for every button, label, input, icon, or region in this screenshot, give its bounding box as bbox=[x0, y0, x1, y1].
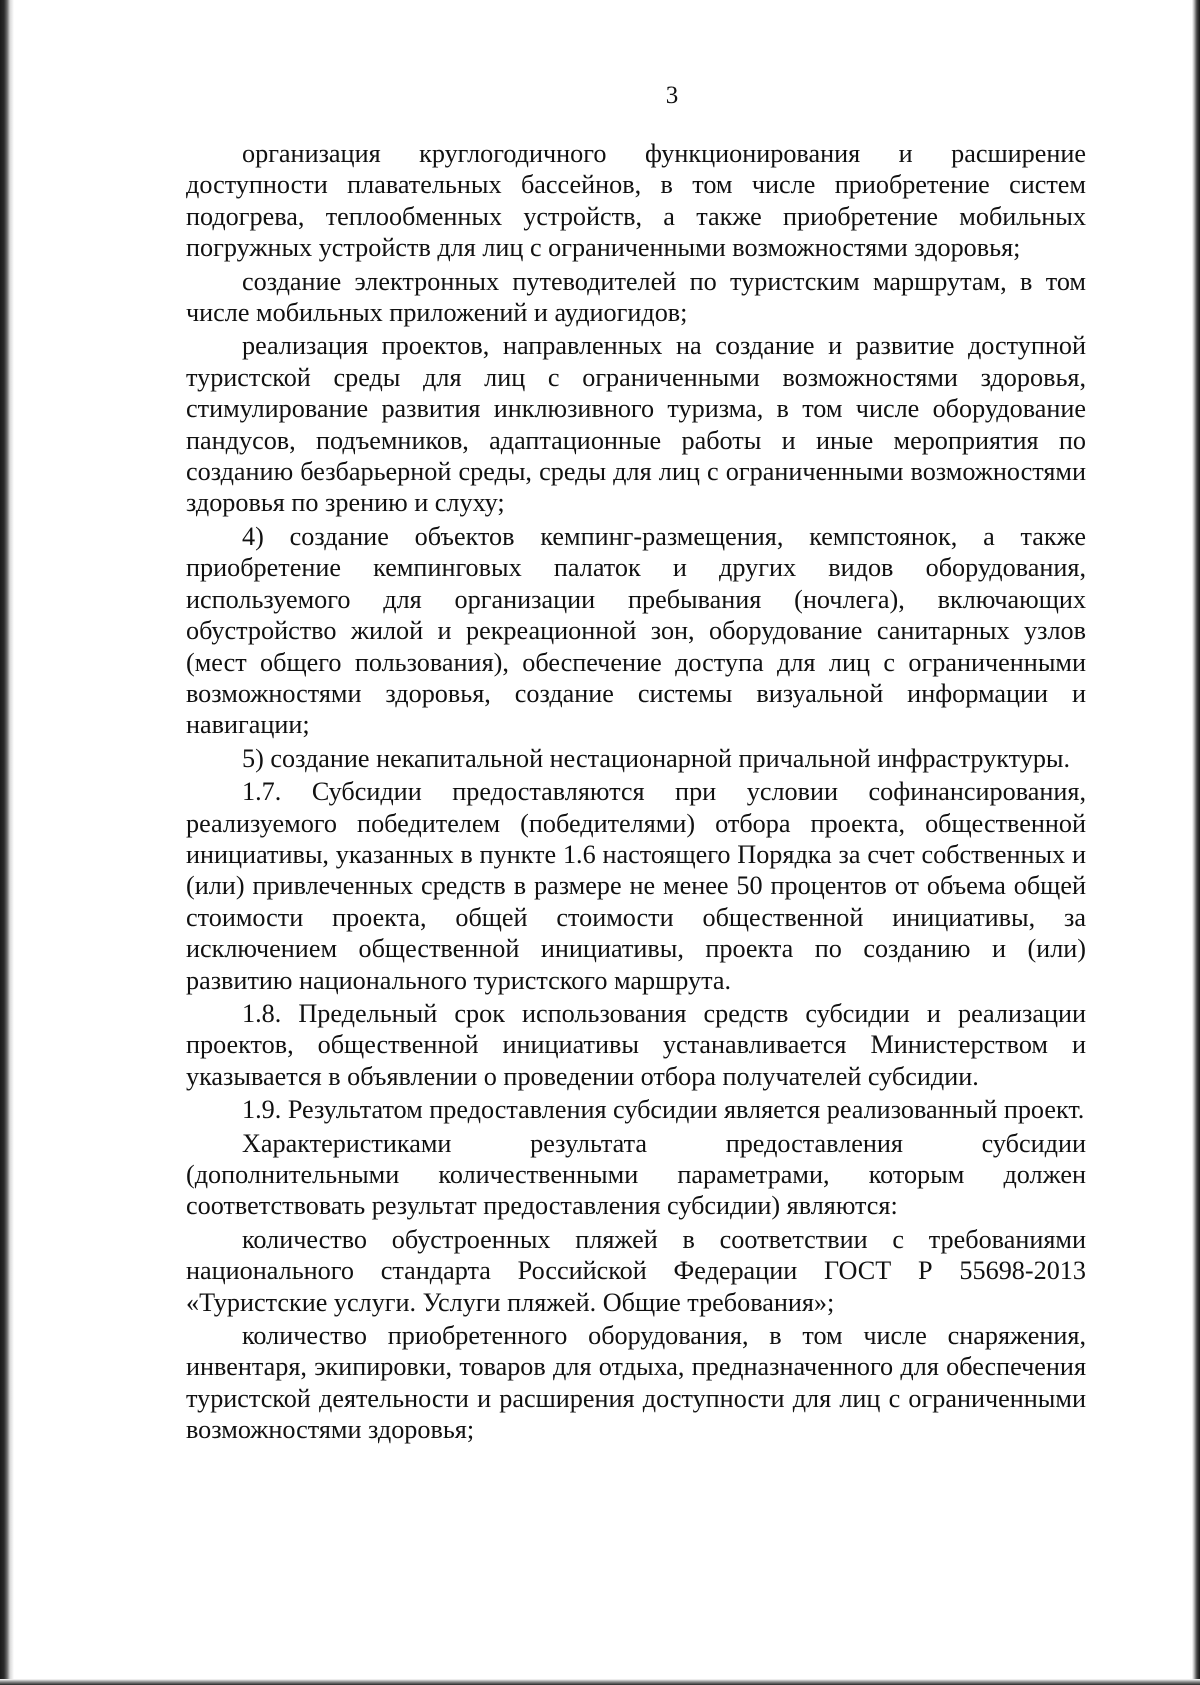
paragraph-1-9-result: 1.9. Результатом предоставления субсидии является реализованный проект. bbox=[242, 1095, 1085, 1125]
document-body bbox=[186, 138, 1086, 1448]
paragraph-accessible-environment: реализация проектов, направленных на создание и развитие доступной туристской среды для лиц с ограниченными возможностями здоровья, стимулирование развития инклюзивного туризма, в том числе оборудование пандусов, подъемников, адаптационные работы и иные мероприятия по созданию безбарьерной среды, среды для лиц с ограниченными возможностями здоровья по зрению и слуху; bbox=[186, 331, 1086, 518]
paragraph-1-7-cofinancing: 1.7. Субсидии предоставляются при условии софинансирования, реализуемого победителем (победителями) отбора проекта, общественной инициативы, указанных в пункте 1.6 настоящего Порядка за счет собственных и (или) привлеченных средств в размере не менее 50 процентов от объема общей стоимости проекта, общей стоимости общественной инициативы, за исключением общественной инициативы, проекта по созданию и (или) развитию национального туристского маршрута. bbox=[186, 777, 1086, 995]
paragraph-pools: организация круглогодичного функционирования и расширение доступности плавательных бассейнов, в том числе приобретение систем подогрева, теплообменных устройств, а также приобретение мобильных погружных устройств для лиц с ограниченными возможностями здоровья; bbox=[186, 139, 1086, 263]
paragraph-guides: создание электронных путеводителей по туристским маршрутам, в том числе мобильных приложений и аудиогидов; bbox=[186, 266, 1086, 328]
paragraph-item-5-moorage: 5) создание некапитальной нестационарной причальной инфраструктуры. bbox=[242, 743, 1071, 773]
scan-edge-right bbox=[1192, 0, 1200, 1685]
paragraph-result-characteristics: Характеристиками результата предоставления субсидии (дополнительными количественными параметрами, которым должен соответствовать результат предоставления субсидии) являются: bbox=[186, 1128, 1086, 1221]
scan-edge-left bbox=[0, 0, 14, 1685]
paragraph-beaches-count: количество обустроенных пляжей в соответствии с требованиями национального стандарта Российской Федерации ГОСТ Р 55698-2013 «Туристские услуги. Услуги пляжей. Общие требования»; bbox=[186, 1224, 1086, 1317]
paragraph-equipment-count: количество приобретенного оборудования, в том числе снаряжения, инвентаря, экипировки, товаров для отдыха, предназначенного для обеспечения туристской деятельности и расширения доступности для лиц с ограниченными возможностями здоровья; bbox=[186, 1321, 1086, 1445]
paragraph-1-8-deadline: 1.8. Предельный срок использования средств субсидии и реализации проектов, общественной инициативы устанавливается Министерством и указывается в объявлении о проведении отбора получателей субсидии. bbox=[186, 998, 1086, 1091]
paragraph-item-4-camping: 4) создание объектов кемпинг-размещения, кемпстоянок, а также приобретение кемпинговых палаток и других видов оборудования, используемого для организации пребывания (ночлега), включающих обустройство жилой и рекреационной зон, оборудование санитарных узлов (мест общего пользования), обеспечение доступа для лиц с ограниченными возможностями здоровья, создание системы визуальной информации и навигации; bbox=[186, 521, 1086, 740]
page-number: 3 bbox=[665, 82, 679, 109]
scan-edge-bottom bbox=[0, 1679, 1200, 1685]
